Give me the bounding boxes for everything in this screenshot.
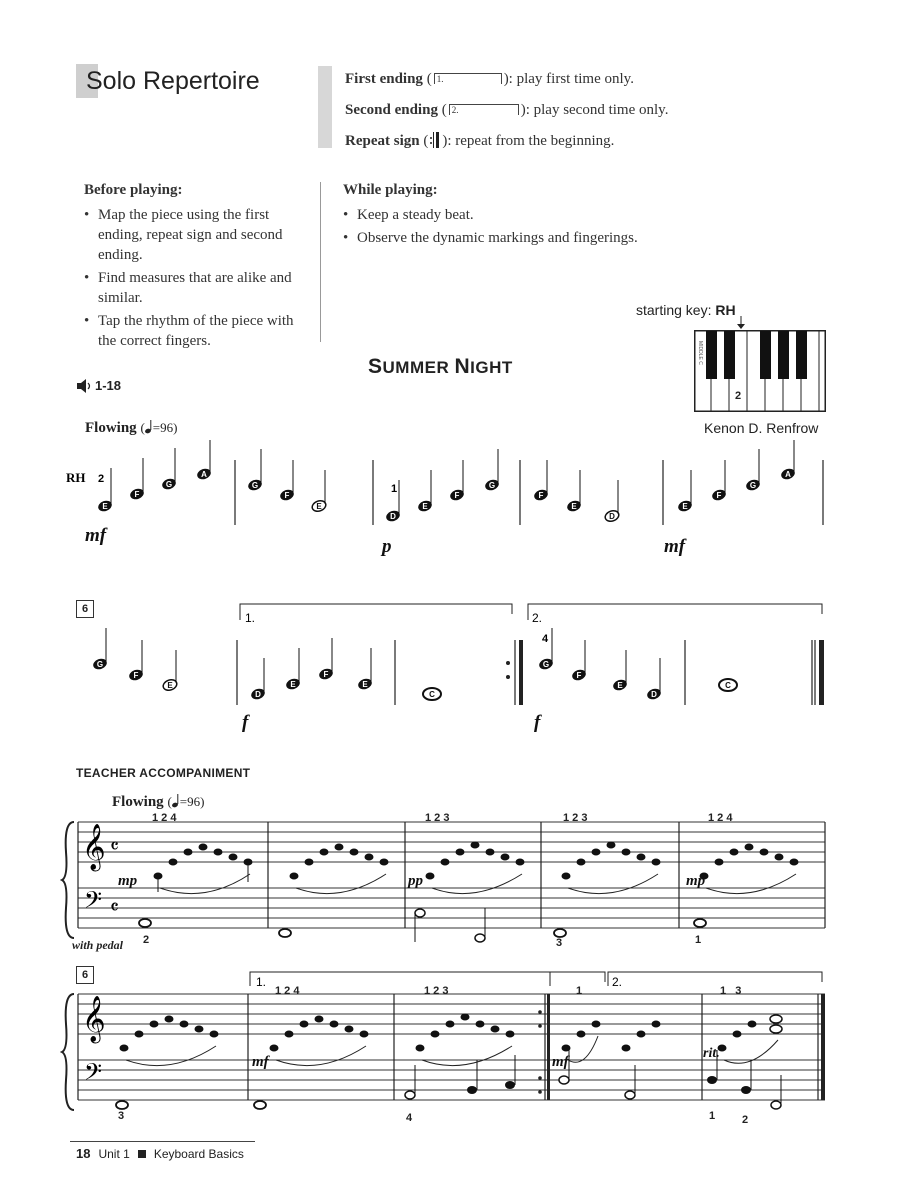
fingering: 4 xyxy=(406,1112,413,1124)
starting-key-label: starting key: RH xyxy=(636,302,736,318)
first-ending-bracket xyxy=(240,604,512,620)
eighth-note-group xyxy=(416,1014,514,1051)
audio-track[interactable] xyxy=(76,378,121,393)
dynamic-marking: mf xyxy=(664,536,686,557)
hand-label: RH xyxy=(66,470,86,485)
column-divider xyxy=(320,182,321,342)
note-head xyxy=(449,460,466,502)
measure-number: 6 xyxy=(76,966,94,984)
ritardando-marking: rit. xyxy=(703,1046,720,1061)
page-footer xyxy=(76,1146,244,1161)
svg-text:G: G xyxy=(96,660,104,669)
dynamic-marking: mf xyxy=(252,1054,269,1070)
svg-text:E: E xyxy=(682,502,688,511)
grand-staff-brace xyxy=(62,994,74,1110)
svg-text:A: A xyxy=(201,470,207,479)
second-ending-bracket xyxy=(608,972,822,986)
note-head xyxy=(247,449,264,492)
svg-text:G: G xyxy=(542,660,550,669)
svg-text:G: G xyxy=(488,481,496,490)
def-repeat-sign: Repeat sign ( ): repeat from the beginning. xyxy=(345,133,615,149)
dynamic-marking: p xyxy=(382,536,392,557)
finger-number: 2 xyxy=(98,473,105,485)
list-item: • Find measures that are alike and similar. xyxy=(84,268,309,308)
svg-text:D: D xyxy=(255,690,261,699)
svg-text:E: E xyxy=(290,680,296,689)
student-music-line-1 xyxy=(60,440,840,560)
svg-text:G: G xyxy=(251,481,259,490)
note-head xyxy=(129,458,146,501)
note-head xyxy=(484,449,501,492)
pedal-marking: with pedal xyxy=(72,938,124,952)
svg-text:C: C xyxy=(725,681,731,690)
unit-label: Unit 1 xyxy=(98,1146,130,1161)
note-head xyxy=(677,470,694,513)
note-head xyxy=(566,470,583,513)
note-head xyxy=(128,640,145,682)
note-head xyxy=(533,460,550,502)
teacher-accompaniment-heading: TEACHER ACCOMPANIMENT xyxy=(76,766,251,780)
list-item: • Tap the rhythm of the piece with the correct fingers. xyxy=(84,311,309,351)
dynamic-marking: f xyxy=(242,712,249,733)
while-playing xyxy=(343,182,743,251)
first-ending-bracket: 1. xyxy=(434,73,502,84)
fingering: 1 2 3 xyxy=(424,985,449,997)
svg-text:F: F xyxy=(284,491,290,500)
svg-text:A: A xyxy=(785,470,791,479)
bass-clef-icon: 𝄢 xyxy=(84,1058,103,1091)
svg-text:D: D xyxy=(651,690,657,699)
finger-number: 4 xyxy=(542,633,549,645)
note-head xyxy=(612,650,629,692)
topic-label: Keyboard Basics xyxy=(153,1146,244,1161)
measure-number: 6 xyxy=(76,600,94,618)
note-head xyxy=(711,460,728,502)
section-title: Solo Repertoire xyxy=(86,66,260,95)
treble-clef-icon: 𝄞 xyxy=(82,824,106,870)
grand-staff-brace xyxy=(62,822,74,938)
fingering: 1 2 4 xyxy=(708,812,733,824)
bass-clef-icon: 𝄢 xyxy=(84,886,103,919)
fingering: 2 xyxy=(742,1114,749,1126)
note-head xyxy=(719,679,737,691)
ending-label: 2. xyxy=(532,611,543,625)
tempo-marking: Flowing ( =96) xyxy=(85,420,178,436)
svg-text:E: E xyxy=(617,681,623,690)
note-head xyxy=(318,638,335,681)
note-head xyxy=(571,640,588,682)
definitions xyxy=(345,64,668,157)
fingering: 1 2 3 xyxy=(563,812,588,824)
svg-text:F: F xyxy=(576,671,582,680)
eighth-note-group xyxy=(154,844,252,892)
eighth-note-group xyxy=(426,842,524,879)
bass-notes xyxy=(139,908,706,942)
fingering: 1 2 4 xyxy=(275,985,300,997)
svg-text:F: F xyxy=(538,491,544,500)
svg-text:MIDDLE C: MIDDLE C xyxy=(697,341,703,365)
starting-key-finger: 2 xyxy=(735,390,742,402)
svg-text:D: D xyxy=(609,512,615,521)
eighth-note-group xyxy=(562,1021,660,1051)
svg-text:E: E xyxy=(362,680,368,689)
note-head xyxy=(279,460,296,502)
time-signature-common: 𝄴 xyxy=(110,834,119,858)
before-playing-heading: Before playing: xyxy=(84,182,183,198)
ending-label: 1. xyxy=(245,611,256,625)
finger-number: 1 xyxy=(391,483,398,495)
speaker-icon xyxy=(76,379,92,393)
second-ending-bracket: 2. xyxy=(449,104,519,115)
footer-rule xyxy=(70,1141,255,1142)
fingering: 1 2 4 xyxy=(152,812,177,824)
svg-text:E: E xyxy=(102,502,108,511)
list-item: • Keep a steady beat. xyxy=(343,205,743,225)
while-playing-heading: While playing: xyxy=(343,182,438,198)
fingering: 1 xyxy=(576,985,583,997)
svg-text:F: F xyxy=(454,491,460,500)
svg-text:E: E xyxy=(571,502,577,511)
note-head xyxy=(417,470,434,513)
starting-key-keyboard xyxy=(694,330,826,412)
quarter-note-icon xyxy=(172,794,180,808)
treble-clef-icon: 𝄞 xyxy=(82,996,106,1042)
composer: Kenon D. Renfrow xyxy=(704,420,819,436)
fingering: 1 3 xyxy=(720,985,742,997)
note-head xyxy=(604,480,621,523)
def-first-ending: First ending ( 1. ): play first time only. xyxy=(345,71,634,87)
fingering: 1 xyxy=(695,934,702,946)
before-playing xyxy=(84,182,309,354)
square-bullet-icon xyxy=(138,1150,146,1158)
quarter-note-icon xyxy=(145,420,153,434)
note-head xyxy=(311,470,328,513)
svg-text:D: D xyxy=(390,512,396,521)
note-head xyxy=(92,628,109,671)
note-head xyxy=(250,658,267,701)
note-head xyxy=(780,440,797,481)
arrow-down-icon xyxy=(736,316,746,330)
svg-text:F: F xyxy=(716,491,722,500)
ending-label: 2. xyxy=(612,975,623,989)
fingering: 1 xyxy=(709,1110,716,1122)
repeat-sign-icon xyxy=(430,132,440,148)
dynamic-marking: mf xyxy=(85,525,107,546)
section-heading xyxy=(76,64,260,98)
svg-text:G: G xyxy=(749,481,757,490)
dynamic-marking: mp xyxy=(118,873,138,889)
svg-text:F: F xyxy=(133,671,139,680)
repeat-sign xyxy=(538,994,550,1100)
svg-text:C: C xyxy=(429,690,435,699)
dynamic-marking: mp xyxy=(686,873,706,889)
definitions-bar xyxy=(318,66,332,148)
def-second-ending: Second ending ( 2. ): play second time only. xyxy=(345,102,669,118)
time-signature-common: 𝄴 xyxy=(110,895,119,919)
ending-label: 1. xyxy=(256,975,267,989)
list-item: • Map the piece using the first ending, repeat sign and second ending. xyxy=(84,205,309,265)
eighth-note-group xyxy=(562,842,660,879)
svg-text:E: E xyxy=(422,502,428,511)
note-head xyxy=(357,648,374,691)
fingering: 3 xyxy=(118,1110,125,1122)
student-music-line-2 xyxy=(60,600,840,720)
second-ending-bracket xyxy=(528,604,822,620)
track-number: 1-18 xyxy=(95,378,122,393)
note-head xyxy=(162,650,179,692)
note-head xyxy=(161,448,178,491)
dynamic-marking: f xyxy=(534,712,541,733)
svg-text:E: E xyxy=(167,681,173,690)
final-barline xyxy=(818,994,825,1100)
piece-title: SUMMER NIGHT xyxy=(368,355,513,378)
final-barline xyxy=(815,640,824,705)
fingering: 1 2 3 xyxy=(425,812,450,824)
svg-text:F: F xyxy=(323,670,329,679)
dynamic-marking: pp xyxy=(408,873,423,889)
svg-text:F: F xyxy=(134,490,140,499)
note-head xyxy=(423,688,441,700)
teacher-system-1 xyxy=(60,812,835,952)
page-number: 18 xyxy=(76,1146,91,1161)
first-ending-bracket xyxy=(250,972,605,986)
repeat-sign xyxy=(506,640,523,705)
dynamic-marking: mf xyxy=(552,1054,569,1070)
fingering: 3 xyxy=(556,937,563,949)
note-head xyxy=(745,449,762,492)
note-head xyxy=(646,658,663,701)
tempo-marking: Flowing ( =96) xyxy=(112,794,205,810)
list-item: • Observe the dynamic markings and fingerings. xyxy=(343,228,743,248)
svg-text:E: E xyxy=(316,502,322,511)
svg-text:G: G xyxy=(165,480,173,489)
fingering: 2 xyxy=(143,934,150,946)
note-head xyxy=(196,440,213,481)
note-head xyxy=(285,648,302,691)
